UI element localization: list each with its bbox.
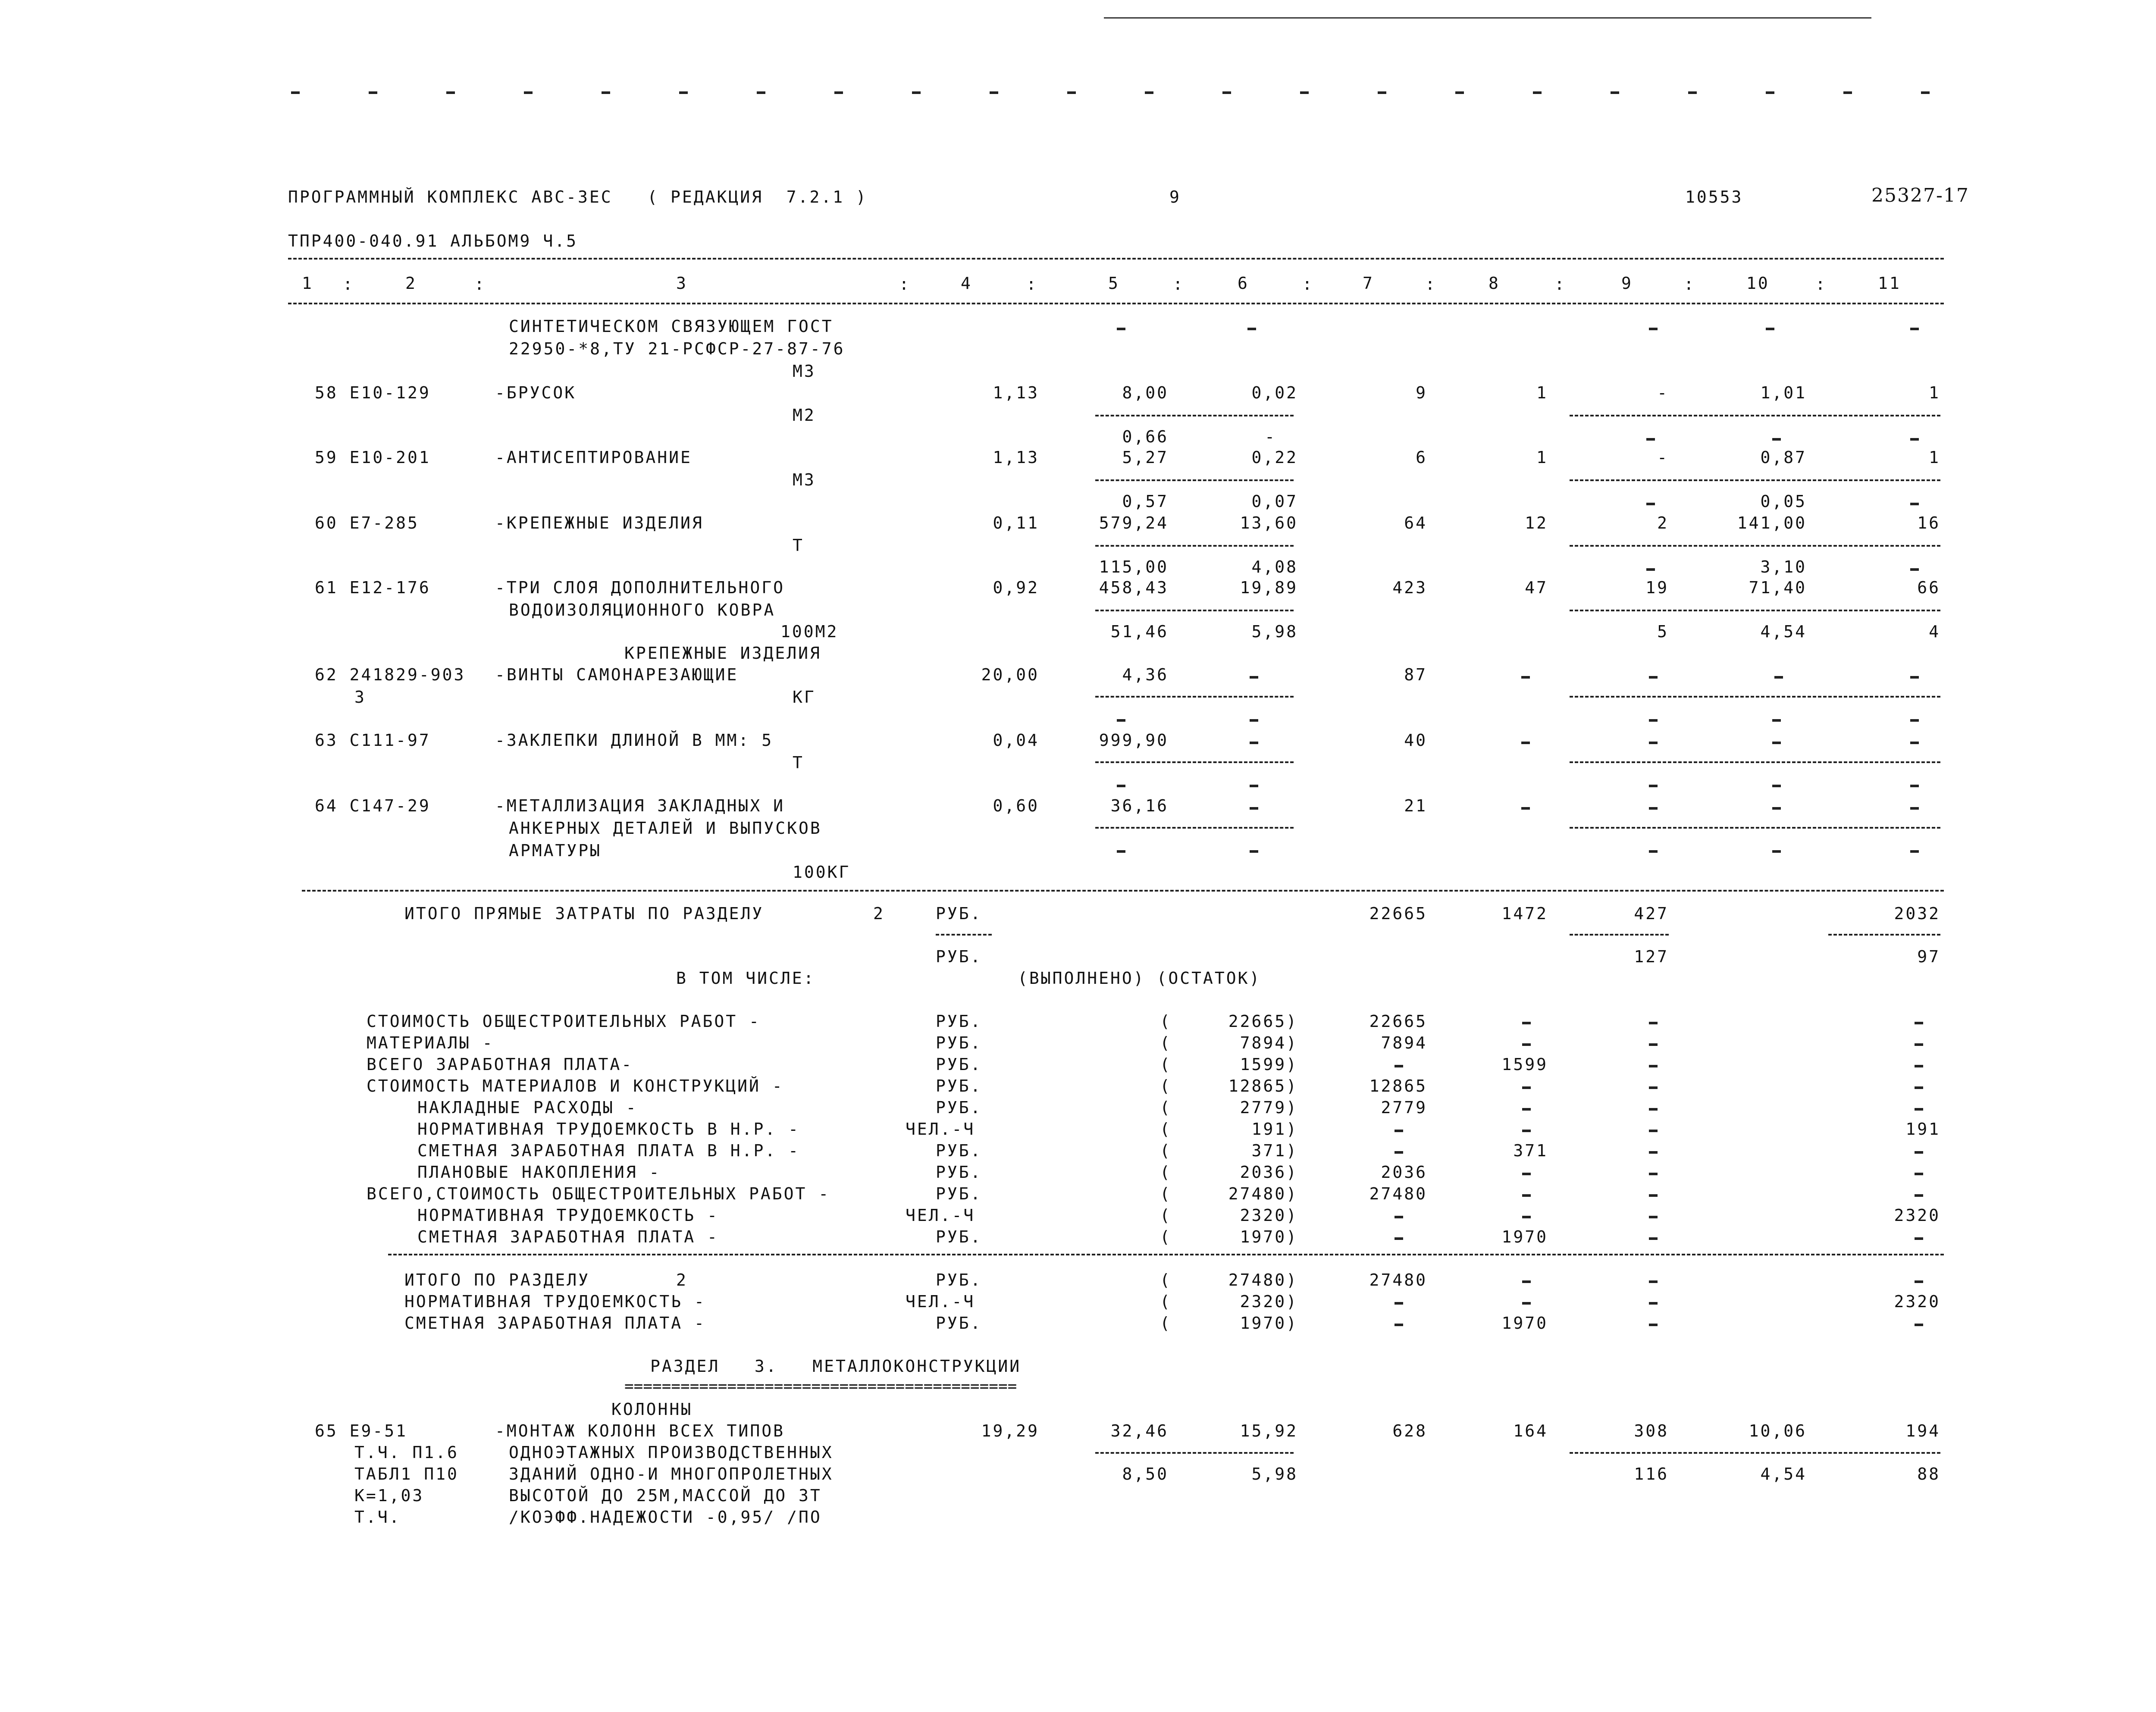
archive-number: 25327-17 (1871, 185, 1969, 207)
total-machine-sub: 127 (1634, 947, 1669, 966)
total-wage: 1472 (1501, 904, 1548, 923)
cell-unit-cost: 32,46 (1110, 1421, 1169, 1440)
item-note: ТАБЛ1 П10 (354, 1465, 459, 1484)
total-machine: 427 (1634, 904, 1669, 923)
col-divider: : (1815, 275, 1827, 294)
breakdown-unit: РУБ. (936, 1055, 982, 1074)
cell-total-wage: 1 (1536, 448, 1548, 467)
cell-labour-unit: 141,00 (1737, 513, 1807, 532)
cell-labour-total-sub: 4 (1929, 622, 1940, 641)
currency-label: РУБ. (936, 947, 982, 966)
cell-machine: - (1657, 448, 1669, 467)
col-divider: : (1554, 275, 1566, 294)
breakdown-remaining: 7894 (1381, 1033, 1427, 1052)
cell-unit-cost: 8,00 (1122, 383, 1169, 402)
item-name: -БРУСОК (495, 383, 577, 402)
col-divider: : (1302, 275, 1314, 294)
item-note: Т.Ч. П1.6 (354, 1443, 459, 1462)
cell-unit-wage-sub: 4,08 (1251, 557, 1298, 576)
cell-total-cost: 423 (1392, 578, 1427, 597)
breakdown-unit: ЧЕЛ.-Ч (906, 1292, 975, 1311)
breakdown-done: 2779) (1240, 1098, 1298, 1117)
paren: ( (1160, 1314, 1172, 1333)
breakdown-remaining: 12865 (1369, 1077, 1427, 1095)
item-name: -ЗАКЛЕПКИ ДЛИНОЙ В ММ: 5 (495, 731, 774, 750)
breakdown-label: ВСЕГО ЗАРАБОТНАЯ ПЛАТА- (367, 1055, 633, 1074)
cell-labour-total: 194 (1905, 1421, 1940, 1440)
col-num-2: 2 (405, 274, 417, 293)
cell-qty: 20,00 (981, 665, 1039, 684)
cell-machine: 308 (1634, 1421, 1669, 1440)
col-divider: : (1684, 275, 1695, 294)
section-heading: РАЗДЕЛ 3. МЕТАЛЛОКОНСТРУКЦИИ (650, 1357, 1022, 1376)
cell-total-cost: 9 (1416, 383, 1427, 402)
item-code: 62 241829-903 (315, 665, 466, 684)
separator-line (388, 1254, 1944, 1255)
breakdown-done: 12865) (1228, 1077, 1298, 1095)
item-note: Т.Ч. (354, 1508, 401, 1527)
cell-machine-sub: 116 (1634, 1465, 1669, 1484)
sub-line (1570, 545, 1940, 547)
separator-line (302, 890, 1944, 892)
paren: ( (1160, 1141, 1172, 1160)
page-number: 9 (1169, 188, 1181, 207)
breakdown-remaining: 371 (1513, 1141, 1548, 1160)
breakdown-unit: РУБ. (936, 1033, 982, 1052)
breakdown-unit: РУБ. (936, 1227, 982, 1246)
cell-unit-wage: 15,92 (1240, 1421, 1298, 1440)
section-total-done: 27480) (1228, 1271, 1298, 1289)
cell-qty: 0,11 (993, 513, 1039, 532)
item-name-cont: АНКЕРНЫХ ДЕТАЛЕЙ И ВЫПУСКОВ (509, 819, 822, 838)
cell-unit-wage: 0,02 (1251, 383, 1298, 402)
sub-line (1095, 415, 1294, 416)
col-num-9: 9 (1621, 274, 1633, 293)
breakdown-label: НОРМАТИВНАЯ ТРУДОЕМКОСТЬ В Н.Р. - (417, 1120, 800, 1139)
cell-machine: 19 (1645, 578, 1669, 597)
sub-line (1570, 934, 1669, 936)
item-name-cont: ВОДОИЗОЛЯЦИОННОГО КОВРА (509, 601, 776, 620)
cell-unit-wage: 13,60 (1240, 513, 1298, 532)
item-name: -АНТИСЕПТИРОВАНИЕ (495, 448, 692, 467)
cell-unit-wage-sub: - (1265, 427, 1276, 446)
sub-line (1570, 610, 1940, 611)
cell-unit-cost: 579,24 (1099, 513, 1169, 532)
cell-qty: 0,92 (993, 578, 1039, 597)
cell-labour-total: 66 (1917, 578, 1940, 597)
total-labour: 2032 (1894, 904, 1940, 923)
section-labour-label: НОРМАТИВНАЯ ТРУДОЕМКОСТЬ - (404, 1292, 706, 1311)
paren: ( (1160, 1271, 1172, 1289)
unit-label: 100М2 (780, 622, 839, 641)
col-divider: : (1425, 275, 1437, 294)
cell-total-cost: 628 (1392, 1421, 1427, 1440)
item-code: 59 Е10-201 (315, 448, 431, 467)
breakdown-label: СТОИМОСТЬ ОБЩЕСТРОИТЕЛЬНЫХ РАБОТ - (367, 1012, 761, 1031)
cell-unit-cost-sub: 0,57 (1122, 492, 1169, 511)
cell-labour-unit: 0,87 (1760, 448, 1807, 467)
sub-line (1570, 696, 1940, 698)
paren: ( (1160, 1033, 1172, 1052)
sub-line (1570, 415, 1940, 416)
cell-total-cost: 40 (1404, 731, 1427, 750)
sub-line (1095, 827, 1294, 829)
section-wage-label: СМЕТНАЯ ЗАРАБОТНАЯ ПЛАТА - (404, 1314, 706, 1333)
cell-machine: 2 (1657, 513, 1669, 532)
description-line: 22950-*8,ТУ 21-РСФСР-27-87-76 (509, 339, 845, 358)
item-name: -ТРИ СЛОЯ ДОПОЛНИТЕЛЬНОГО (495, 578, 785, 597)
item-name-cont: ВЫСОТОЙ ДО 25М,МАССОЙ ДО 3Т (509, 1486, 822, 1505)
done-remaining-label: (ВЫПОЛНЕНО) (ОСТАТОК) (1018, 969, 1261, 988)
group-heading: КРЕПЕЖНЫЕ ИЗДЕЛИЯ (624, 644, 821, 663)
breakdown-label: МАТЕРИАЛЫ - (367, 1033, 494, 1052)
section-labour-value: 2320 (1894, 1292, 1940, 1311)
including-label: В ТОМ ЧИСЛЕ: (676, 969, 815, 988)
cell-total-cost: 6 (1416, 448, 1427, 467)
top-scan-line (1104, 17, 1871, 19)
cell-unit-wage-sub: 0,07 (1251, 492, 1298, 511)
col-num-5: 5 (1108, 274, 1120, 293)
breakdown-unit: РУБ. (936, 1098, 982, 1117)
album-title: ТПР400-040.91 АЛЬБОМ9 Ч.5 (288, 232, 578, 250)
cell-unit-cost-sub: 8,50 (1122, 1465, 1169, 1484)
paren: ( (1160, 1227, 1172, 1246)
breakdown-label: НАКЛАДНЫЕ РАСХОДЫ - (417, 1098, 638, 1117)
paren: ( (1160, 1055, 1172, 1074)
paren: ( (1160, 1077, 1172, 1095)
sub-line (1570, 479, 1940, 481)
cell-unit-wage: 19,89 (1240, 578, 1298, 597)
item-name-cont: /КОЭФФ.НАДЕЖОСТИ -0,95/ /ПО (509, 1508, 822, 1527)
breakdown-done: 191) (1251, 1120, 1298, 1139)
breakdown-done: 371) (1251, 1141, 1298, 1160)
col-divider: : (899, 275, 911, 294)
cell-unit-cost: 36,16 (1110, 796, 1169, 815)
item-code: 60 Е7-285 (315, 513, 419, 532)
breakdown-label: ПЛАНОВЫЕ НАКОПЛЕНИЯ - (417, 1163, 661, 1182)
program-title: ПРОГРАММНЫЙ КОМПЛЕКС АВС-3ЕС ( РЕДАКЦИЯ 7.2.1 ) (288, 188, 868, 207)
section-wage-done: 1970) (1240, 1314, 1298, 1333)
cell-total-cost: 21 (1404, 796, 1427, 815)
col-divider: : (1173, 275, 1185, 294)
cell-unit-cost-sub: 51,46 (1110, 622, 1169, 641)
cell-labour-total: 1 (1929, 383, 1940, 402)
breakdown-done: 2036) (1240, 1163, 1298, 1182)
item-name-cont: ЗДАНИЙ ОДНО-И МНОГОПРОЛЕТНЫХ (509, 1465, 834, 1484)
section-number: 2 (873, 904, 885, 923)
currency-label: РУБ. (936, 1314, 982, 1333)
breakdown-label: СМЕТНАЯ ЗАРАБОТНАЯ ПЛАТА В Н.Р. - (417, 1141, 800, 1160)
breakdown-done: 1599) (1240, 1055, 1298, 1074)
breakdown-done: 1970) (1240, 1227, 1298, 1246)
sub-line (1095, 610, 1294, 611)
item-code: 61 Е12-176 (315, 578, 431, 597)
breakdown-unit: ЧЕЛ.-Ч (906, 1120, 975, 1139)
col-num-4: 4 (961, 274, 972, 293)
item-code: 65 Е9-51 (315, 1421, 408, 1440)
breakdown-remaining: 22665 (1369, 1012, 1427, 1031)
item-name: -МЕТАЛЛИЗАЦИЯ ЗАКЛАДНЫХ И (495, 796, 785, 815)
description-line: СИНТЕТИЧЕСКОМ СВЯЗУЮЩЕМ ГОСТ (509, 317, 834, 336)
sub-line (1570, 827, 1940, 829)
paren: ( (1160, 1163, 1172, 1182)
unit-label: КГ (793, 688, 816, 707)
cell-unit-wage: 0,22 (1251, 448, 1298, 467)
breakdown-label: СМЕТНАЯ ЗАРАБОТНАЯ ПЛАТА - (417, 1227, 719, 1246)
unit-label: М2 (793, 406, 816, 425)
sub-line (936, 934, 992, 936)
cell-total-wage: 164 (1513, 1421, 1548, 1440)
direct-costs-label: ИТОГО ПРЯМЫЕ ЗАТРАТЫ ПО РАЗДЕЛУ (404, 904, 764, 923)
col-divider: : (343, 275, 354, 294)
group-heading: КОЛОННЫ (611, 1400, 693, 1419)
breakdown-remaining: 27480 (1369, 1184, 1427, 1203)
breakdown-unit: РУБ. (936, 1141, 982, 1160)
sub-line (1570, 1452, 1940, 1454)
cell-unit-cost: 4,36 (1122, 665, 1169, 684)
cell-unit-wage-sub: 5,98 (1251, 1465, 1298, 1484)
total-labour-sub: 97 (1917, 947, 1940, 966)
cell-labour-total: 1 (1929, 448, 1940, 467)
sub-line (1095, 1452, 1294, 1454)
col-num-6: 6 (1238, 274, 1249, 293)
breakdown-remaining: 2779 (1381, 1098, 1427, 1117)
sub-line (1095, 479, 1294, 481)
breakdown-unit: ЧЕЛ.-Ч (906, 1206, 975, 1225)
cell-unit-cost: 999,90 (1099, 731, 1169, 750)
breakdown-unit: РУБ. (936, 1012, 982, 1031)
breakdown-unit: РУБ. (936, 1077, 982, 1095)
item-code: 64 С147-29 (315, 796, 431, 815)
cell-unit-cost-sub: 115,00 (1099, 557, 1169, 576)
unit-label: 100КГ (793, 863, 851, 882)
sub-line (1828, 934, 1940, 936)
cell-labour-unit-sub: 0,05 (1760, 492, 1807, 511)
cell-unit-cost-sub: 0,66 (1122, 427, 1169, 446)
cell-labour-unit: 1,01 (1760, 383, 1807, 402)
cell-labour-unit-sub: 3,10 (1760, 557, 1807, 576)
item-code: 63 С111-97 (315, 731, 431, 750)
cell-total-cost: 64 (1404, 513, 1427, 532)
cell-qty: 0,60 (993, 796, 1039, 815)
col-num-1: 1 (302, 274, 313, 293)
cell-qty: 19,29 (981, 1421, 1039, 1440)
separator-line (288, 303, 1944, 304)
paren: ( (1160, 1206, 1172, 1225)
item-note: К=1,03 (354, 1486, 424, 1505)
item-name-cont: ОДНОЭТАЖНЫХ ПРОИЗВОДСТВЕННЫХ (509, 1443, 834, 1462)
item-name: -КРЕПЕЖНЫЕ ИЗДЕЛИЯ (495, 513, 704, 532)
cell-labour-unit-sub: 4,54 (1760, 622, 1807, 641)
unit-label: М3 (793, 470, 816, 489)
cell-unit-wage-sub: 5,98 (1251, 622, 1298, 641)
breakdown-label: СТОИМОСТЬ МАТЕРИАЛОВ И КОНСТРУКЦИЙ - (367, 1077, 784, 1095)
cell-total-wage: 47 (1525, 578, 1548, 597)
breakdown-unit: РУБ. (936, 1163, 982, 1182)
currency-label: РУБ. (936, 1271, 982, 1289)
cell-total-cost: 87 (1404, 665, 1427, 684)
item-code: 58 Е10-129 (315, 383, 431, 402)
item-code-cont: 3 (354, 688, 366, 707)
sub-line (1095, 696, 1294, 698)
sub-line (1570, 761, 1940, 763)
section-number: 2 (676, 1271, 688, 1289)
item-name: -МОНТАЖ КОЛОНН ВСЕХ ТИПОВ (495, 1421, 785, 1440)
breakdown-done: 7894) (1240, 1033, 1298, 1052)
breakdown-remaining: 2036 (1381, 1163, 1427, 1182)
col-num-7: 7 (1363, 274, 1374, 293)
cell-labour-unit: 71,40 (1749, 578, 1807, 597)
sub-line (1095, 761, 1294, 763)
currency-label: РУБ. (936, 904, 982, 923)
cell-unit-cost: 458,43 (1099, 578, 1169, 597)
cell-total-wage: 1 (1536, 383, 1548, 402)
cell-qty: 0,04 (993, 731, 1039, 750)
unit-label: Т (793, 536, 804, 555)
breakdown-unit: РУБ. (936, 1184, 982, 1203)
col-num-11: 11 (1878, 274, 1901, 293)
paren: ( (1160, 1292, 1172, 1311)
breakdown-done: 22665) (1228, 1012, 1298, 1031)
section-total-label: ИТОГО ПО РАЗДЕЛУ (404, 1271, 590, 1289)
section-labour-done: 2320) (1240, 1292, 1298, 1311)
breakdown-remaining: 1599 (1501, 1055, 1548, 1074)
paren: ( (1160, 1120, 1172, 1139)
breakdown-remaining: 191 (1905, 1120, 1940, 1139)
separator-line (288, 258, 1944, 260)
item-name: -ВИНТЫ САМОНАРЕЗАЮЩИЕ (495, 665, 739, 684)
section-total-value: 27480 (1369, 1271, 1427, 1289)
document-number: 10553 (1685, 188, 1743, 207)
cell-qty: 1,13 (993, 448, 1039, 467)
cell-total-wage: 12 (1525, 513, 1548, 532)
breakdown-done: 27480) (1228, 1184, 1298, 1203)
item-name-cont: АРМАТУРЫ (509, 841, 602, 860)
col-num-10: 10 (1746, 274, 1770, 293)
section-underline: ========================================== (624, 1377, 1017, 1395)
cell-labour-unit: 10,06 (1749, 1421, 1807, 1440)
col-divider: : (1026, 275, 1038, 294)
breakdown-done: 2320) (1240, 1206, 1298, 1225)
unit-label: М3 (793, 362, 816, 381)
sub-line (1095, 545, 1294, 547)
col-num-3: 3 (676, 274, 688, 293)
col-divider: : (474, 275, 486, 294)
cell-machine-sub: 5 (1657, 622, 1669, 641)
cell-qty: 1,13 (993, 383, 1039, 402)
breakdown-label: ВСЕГО,СТОИМОСТЬ ОБЩЕСТРОИТЕЛЬНЫХ РАБОТ - (367, 1184, 830, 1203)
cell-machine: - (1657, 383, 1669, 402)
total-cost: 22665 (1369, 904, 1427, 923)
paren: ( (1160, 1012, 1172, 1031)
col-num-8: 8 (1489, 274, 1500, 293)
cell-unit-cost: 5,27 (1122, 448, 1169, 467)
paren: ( (1160, 1098, 1172, 1117)
breakdown-remaining: 1970 (1501, 1227, 1548, 1246)
paren: ( (1160, 1184, 1172, 1203)
unit-label: Т (793, 753, 804, 772)
cell-labour-unit-sub: 4,54 (1760, 1465, 1807, 1484)
breakdown-label: НОРМАТИВНАЯ ТРУДОЕМКОСТЬ - (417, 1206, 719, 1225)
breakdown-remaining: 2320 (1894, 1206, 1940, 1225)
cell-labour-total-sub: 88 (1917, 1465, 1940, 1484)
section-wage-value: 1970 (1501, 1314, 1548, 1333)
cell-labour-total: 16 (1917, 513, 1940, 532)
